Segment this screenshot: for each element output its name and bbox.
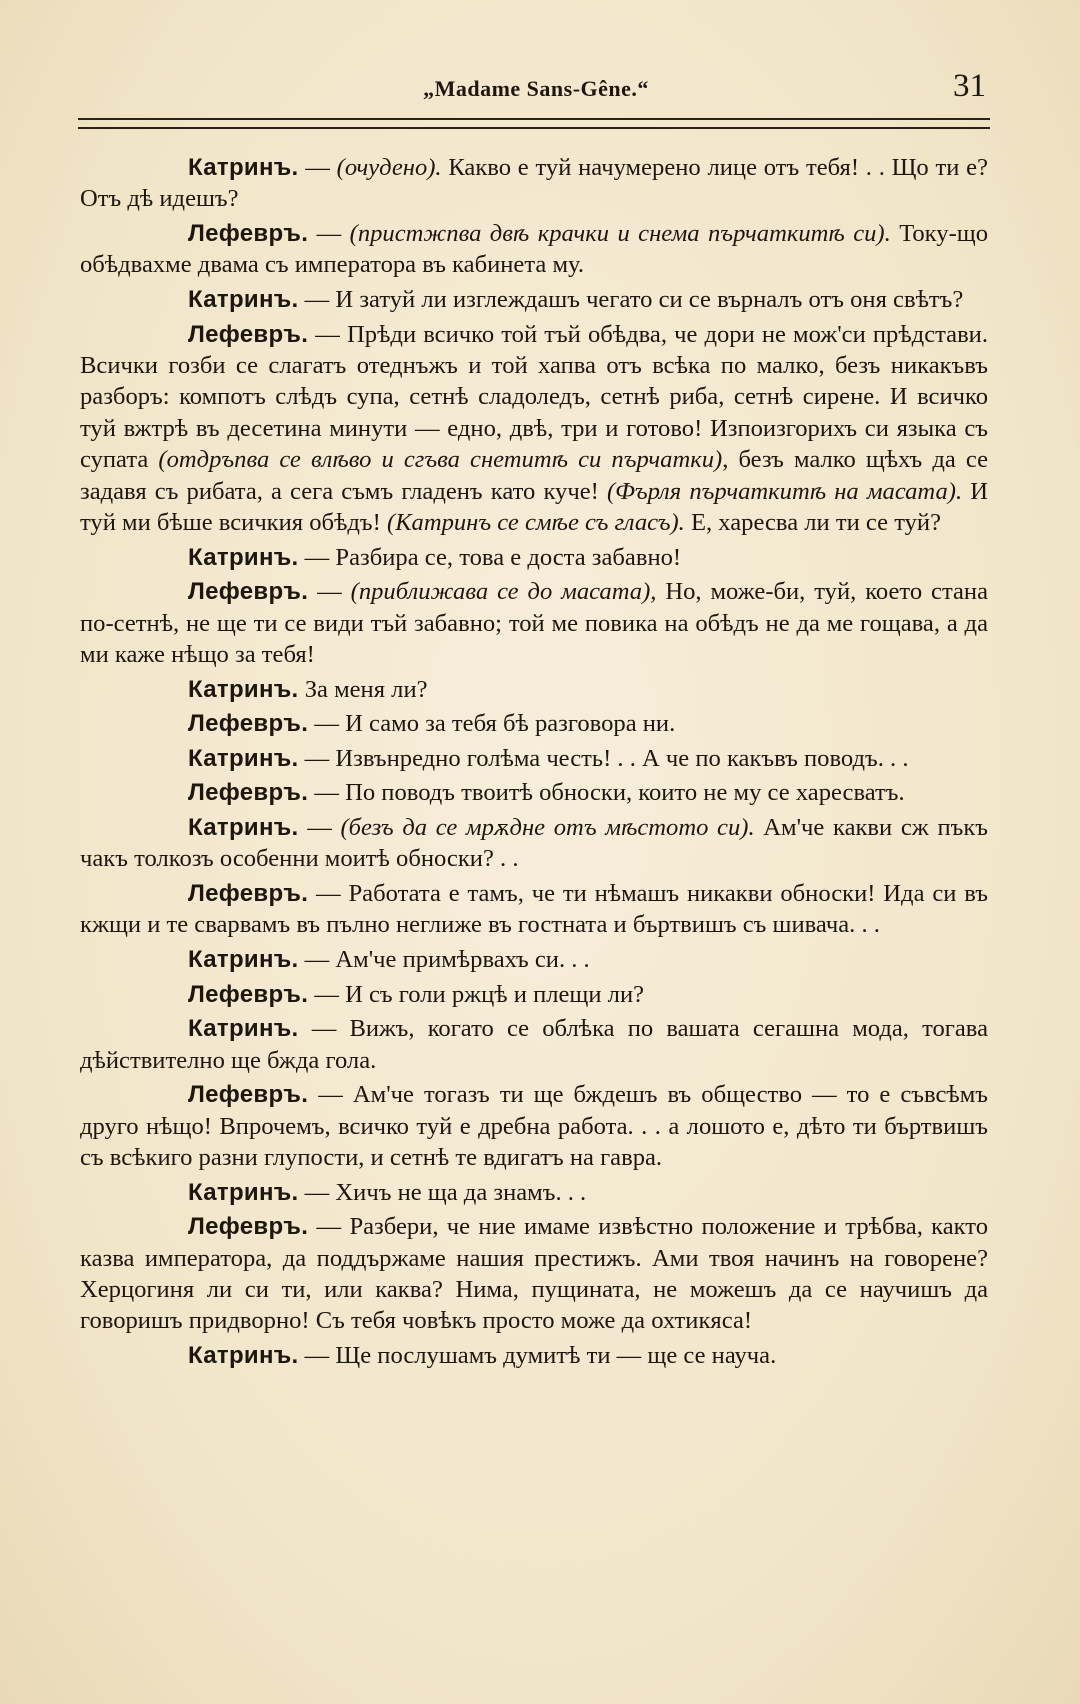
speaker-name: Катринъ. bbox=[188, 814, 299, 841]
dialogue-text: Ще послушамъ думитѣ ти — ще се науча. bbox=[335, 1342, 777, 1369]
dialogue-line: Катринъ. — Извънредно голѣма честь! . . А че по какъвъ поводъ. . . bbox=[188, 744, 909, 772]
speaker-name: Лефевръ. bbox=[188, 220, 309, 247]
speaker-name: Катринъ. bbox=[188, 675, 299, 703]
dialogue-line: Лефевръ. — И съ голи ржцѣ и плещи ли? bbox=[188, 980, 645, 1008]
speaker-name: Лефевръ. bbox=[188, 880, 309, 907]
speaker-name: Лефевръ. bbox=[188, 710, 309, 738]
dialogue-text: И туй ми бѣше всичкия обѣдъ! bbox=[80, 477, 988, 537]
dialogue-text: Ам'че какви сж пъкъ чакъ толкозъ особенни моитѣ обноски? . . bbox=[80, 814, 988, 873]
speaker-name: Катринъ. bbox=[188, 946, 299, 973]
dialogue-text: , безъ малко щѣхъ да се задавя съ рибата, а сега съмъ гладенъ като куче! bbox=[80, 446, 988, 505]
stage-direction: (Фърля пърчаткитѣ на масата). bbox=[606, 477, 963, 505]
speaker-name: Катринъ. bbox=[188, 1178, 299, 1206]
stage-direction: (безъ да се мрѫдне отъ мѣстото си). bbox=[340, 814, 755, 841]
speaker-name: Лефевръ. bbox=[188, 1213, 309, 1241]
speaker-name: Катринъ. bbox=[188, 154, 299, 181]
dialogue-text: И затуй ли изглеждашъ чегато си се върналъ отъ оня свѣтъ? bbox=[335, 286, 964, 313]
running-title: „Madame Sans-Gêne.“ bbox=[423, 76, 649, 101]
dialogue-line: Катринъ. — Ще послушамъ думитѣ ти — ще се науча. bbox=[188, 1342, 777, 1369]
stage-direction: (отдръпва се влѣво и сгъва снетитѣ си пърчатки) bbox=[158, 446, 723, 474]
stage-direction: (Катринъ се смѣе съ гласъ). bbox=[387, 509, 685, 537]
dialogue-line: Катринъ. — Разбира се, това е доста забавно! bbox=[188, 543, 682, 571]
dialogue-text: Разбери, че ние имаме извѣстно положение и трѣбва, както казва императора, да поддържаме нашия престижъ. Ами твоя начинъ на говорене? Херцогиня ли си ти, или каква? Нима, пущината, не можешъ да се научишъ да говоришъ придворно! Съ тебя човѣкъ просто може да охтикяса! bbox=[80, 1213, 989, 1335]
dialogue-line: Катринъ. — Ам'че примѣрвахъ си. . . bbox=[188, 946, 590, 973]
stage-direction: (приближава се до масата), bbox=[350, 578, 657, 606]
dialogue-line: Лефевръ. — (приближава се до масата), Но, може-би, туй, което стана по-сетнѣ, не ще ти се види тъй забавно; той ме повика на обѣдъ не да ме гощава, а да ми каже нѣщо за тебя! bbox=[80, 578, 989, 669]
header-double-rule bbox=[78, 118, 990, 129]
dialogue-text: Прѣди всичко той тъй обѣдва, че дори не мож'си прѣдстави. Всички гозби се слагатъ отеднъжъ и той хапва отъ всѣка по малко, безъ никакъвъ разборъ: компотъ слѣдъ супа, сетнѣ сладоледъ, сетнѣ риба, сетнѣ сирене. И всичко туй вжтрѣ въ десетина минути — едно, двѣ, три и готово! Изпоизгорихъ си языка съ супата bbox=[80, 320, 988, 474]
page-header bbox=[86, 66, 986, 110]
dialogue-text: Хичъ не ща да знамъ. . . bbox=[335, 1178, 587, 1206]
dialogue-line: Лефевръ. — И само за тебя бѣ разговора ни. bbox=[188, 710, 676, 738]
dialogue-text: Вижъ, когато се облѣка по вашата сегашна мода, тогава дѣйствително ще бжда гола. bbox=[80, 1015, 989, 1074]
stage-direction: (очудено). bbox=[336, 154, 442, 181]
dialogue-text: Току-що обѣдвахме двама съ императора въ кабинета му. bbox=[80, 220, 988, 279]
page-number: 31 bbox=[953, 68, 986, 104]
dialogue-text: Е, харесва ли ти се туй? bbox=[684, 509, 941, 537]
dialogue-line: Катринъ. — Вижъ, когато се облѣка по вашата сегашна мода, тогава дѣйствително ще бжда гола. bbox=[80, 1015, 989, 1074]
dialogue-text: Какво е туй начумерено лице отъ тебя! . . Що ти е? Отъ дѣ идешъ? bbox=[80, 154, 988, 213]
dialogue-text: Ам'че тогазъ ти ще бждешъ въ общество — то е съвсѣмъ друго нѣщо! Впрочемъ, всичко туй е дребна работа. . . а лошото е, дѣто ти бъртвишъ съ всѣкиго разни глупости, и сетнѣ те вдигатъ на гавра. bbox=[80, 1081, 989, 1171]
stage-direction: (пристжпва двѣ крачки и снема пърчаткитѣ си). bbox=[349, 220, 891, 247]
speaker-name: Лефевръ. bbox=[188, 779, 309, 807]
speaker-name: Катринъ. bbox=[188, 1015, 299, 1043]
speaker-name: Катринъ. bbox=[188, 543, 299, 571]
dialogue-line: Лефевръ. — По поводъ твоитѣ обноски, които не му се харесватъ. bbox=[188, 779, 905, 807]
dialogue-line: Катринъ. — (безъ да се мрѫдне отъ мѣстото си). Ам'че какви сж пъкъ чакъ толкозъ особенни моитѣ обноски? . . bbox=[80, 814, 988, 873]
dialogue-text: И само за тебя бѣ разговора ни. bbox=[345, 710, 676, 738]
speaker-name: Лефевръ. bbox=[188, 320, 309, 348]
speaker-name: Лефевръ. bbox=[188, 980, 309, 1008]
play-text bbox=[80, 152, 988, 1375]
dialogue-text: Но, може-би, туй, което стана по-сетнѣ, не ще ти се види тъй забавно; той ме повика на обѣдъ не да ме гощава, а да ми каже нѣщо за тебя! bbox=[80, 578, 989, 669]
dialogue-text: За меня ли? bbox=[304, 675, 428, 703]
dialogue-line bbox=[80, 674, 988, 705]
dialogue-line: Лефевръ. — Прѣди всичко той тъй обѣдва, че дори не мож'си прѣдстави. Всички гозби се слагатъ отеднъжъ и той хапва отъ всѣка по малко, безъ никакъвъ разборъ: компотъ слѣдъ супа, сетнѣ сладоледъ, сетнѣ риба, сетнѣ сирене. И всичко туй вжтрѣ въ десетина минути — едно, двѣ, три и готово! Изпоизгорихъ си языка съ супата (отдръпва се влѣво и сгъва снетитѣ си пърчатки), безъ малко щѣхъ да се задавя съ рибата, а сега съмъ гладенъ като куче! (Фърля пърчаткитѣ на масата). И туй ми бѣше всичкия обѣдъ! (Катринъ се смѣе съ гласъ). Е, харесва ли ти се туй? bbox=[80, 320, 988, 537]
speaker-name: Катринъ. bbox=[188, 286, 299, 313]
dialogue-text: Ам'че примѣрвахъ си. . . bbox=[335, 946, 590, 973]
dialogue-line: Лефевръ. — (пристжпва двѣ крачки и снема пърчаткитѣ си). Току-що обѣдвахме двама съ императора въ кабинета му. bbox=[80, 220, 988, 279]
dialogue-line: Лефевръ. — Работата е тамъ, че ти нѣмашъ никакви обноски! Ида си въ кжщи и те сварвамъ въ пълно неглиже въ гостната и бъртвишъ съ шивача. . . bbox=[80, 880, 988, 939]
dialogue-text: Разбира се, това е доста забавно! bbox=[335, 543, 682, 571]
dialogue-line: Катринъ. — Хичъ не ща да знамъ. . . bbox=[188, 1178, 587, 1206]
speaker-name: Лефевръ. bbox=[188, 1081, 309, 1109]
dialogue-text: По поводъ твоитѣ обноски, които не му се харесватъ. bbox=[345, 779, 905, 807]
dialogue-line: Катринъ. — И затуй ли изглеждашъ чегато си се върналъ отъ оня свѣтъ? bbox=[188, 286, 964, 313]
dialogue-text: Работата е тамъ, че ти нѣмашъ никакви обноски! Ида си въ кжщи и те сварвамъ въ пълно неглиже въ гостната и бъртвишъ съ шивача. . . bbox=[80, 880, 988, 939]
dialogue-line: Лефевръ. — Разбери, че ние имаме извѣстно положение и трѣбва, както казва императора, да поддържаме нашия престижъ. Ами твоя начинъ на говорене? Херцогиня ли си ти, или каква? Нима, пущината, не можешъ да се научишъ да говоришъ придворно! Съ тебя човѣкъ просто може да охтикяса! bbox=[80, 1213, 989, 1335]
dialogue-line: Катринъ. — (очудено). Какво е туй начумерено лице отъ тебя! . . Що ти е? Отъ дѣ идешъ? bbox=[80, 154, 988, 213]
speaker-name: Лефевръ. bbox=[188, 578, 309, 606]
dialogue-text: Извънредно голѣма честь! . . А че по какъвъ поводъ. . . bbox=[335, 744, 909, 772]
speaker-name: Катринъ. bbox=[188, 1342, 299, 1369]
dialogue-text: И съ голи ржцѣ и плещи ли? bbox=[345, 980, 645, 1008]
dialogue-line: Лефевръ. — Ам'че тогазъ ти ще бждешъ въ общество — то е съвсѣмъ друго нѣщо! Впрочемъ, всичко туй е дребна работа. . . а лошото е, дѣто ти бъртвишъ съ всѣкиго разни глупости, и сетнѣ те вдигатъ на гавра. bbox=[80, 1081, 989, 1171]
speaker-name: Катринъ. bbox=[188, 744, 299, 772]
